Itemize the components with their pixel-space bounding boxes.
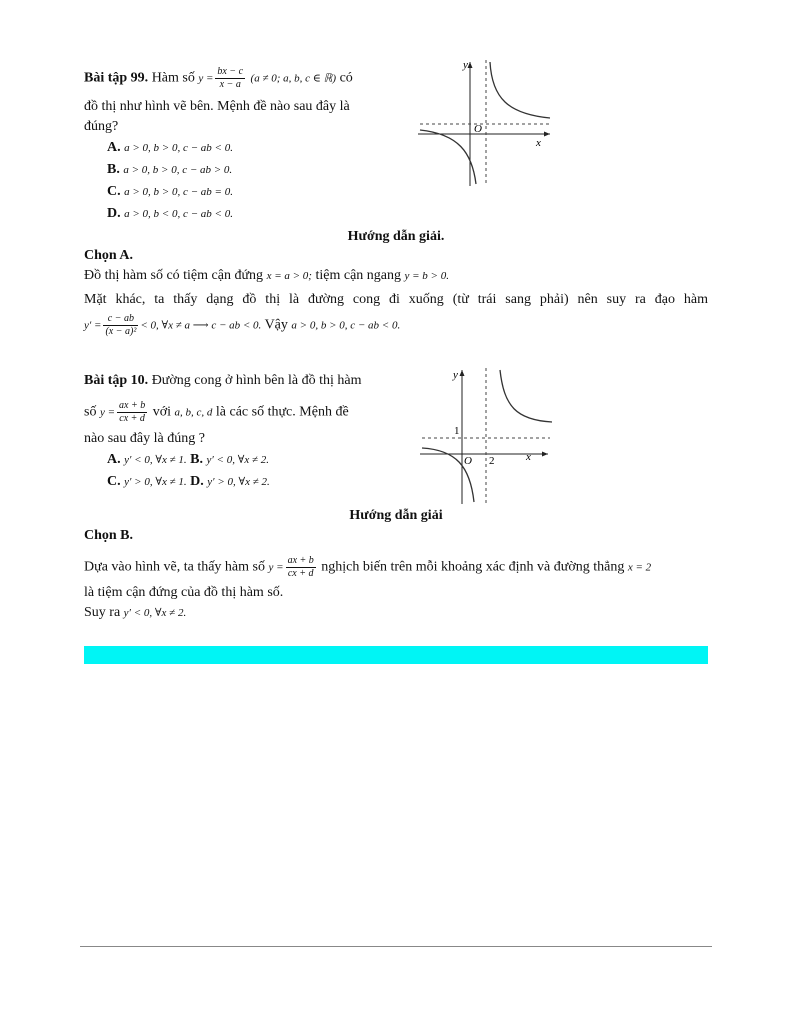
sol-text: Vậy xyxy=(264,317,288,333)
option-text: a > 0, b > 0, c − ab > 0. xyxy=(123,164,233,176)
x-axis-label: x xyxy=(526,451,531,463)
sol-text: Dựa vào hình vẽ, ta thấy hàm số xyxy=(84,559,265,575)
ex10-line3: nào sau đây là đúng ? xyxy=(84,431,205,446)
ex99-func-cond: (a ≠ 0; a, b, c ∈ ℝ) xyxy=(250,72,337,85)
option-text: y′ > 0, ∀x ≠ 1. xyxy=(124,476,187,488)
sol-text: Đồ thị hàm số có tiệm cận đứng xyxy=(84,268,264,283)
option-text: y′ > 0, ∀x ≠ 2. xyxy=(207,476,270,488)
curve-right-branch xyxy=(500,370,552,422)
ex99-title: Bài tập 99. xyxy=(84,70,149,86)
tick-two-label: 2 xyxy=(489,455,495,467)
ex99-intro-end: có xyxy=(339,70,353,86)
ex99-sol-line1 xyxy=(84,267,449,285)
option-text: a > 0, b > 0, c − ab = 0. xyxy=(124,186,233,198)
x-axis-label: x xyxy=(536,137,541,149)
ex99-option-d xyxy=(107,205,233,223)
option-label: A. xyxy=(107,452,121,467)
sol-text: tiệm cận ngang xyxy=(315,268,401,283)
ex99-func-den: x − a xyxy=(219,79,241,90)
option-label: B. xyxy=(190,452,203,467)
ex99-sol-line3 xyxy=(84,313,400,338)
origin-label: O xyxy=(464,455,472,467)
ex10-sol-fraction xyxy=(286,555,316,580)
y-axis-label: y xyxy=(463,59,468,71)
ex99-func-num: bx − c xyxy=(217,66,244,77)
curve-left-branch xyxy=(420,130,476,184)
ex10-graph xyxy=(420,366,554,506)
fraction-num: c − ab xyxy=(103,313,138,326)
option-label: D. xyxy=(107,206,121,221)
curve-right-branch xyxy=(490,62,550,118)
ex10-line2 xyxy=(84,400,349,425)
ex99-line3: đúng? xyxy=(84,119,119,134)
ex99-func-lhs: y = xyxy=(198,72,214,85)
section-divider-bar xyxy=(84,646,708,664)
func-lhs: y = xyxy=(99,406,116,419)
sol-math: a, b, c, d xyxy=(174,406,213,419)
fraction-num: ax + b xyxy=(287,555,314,566)
option-text: a > 0, b < 0, c − ab < 0. xyxy=(124,208,233,220)
sol-text: số xyxy=(84,404,97,420)
ex99-choose: Chọn A. xyxy=(84,248,134,263)
sol-text: Suy ra xyxy=(84,605,121,620)
fraction-den: cx + d xyxy=(119,413,145,424)
ex99-sol-line2: Mặt khác, ta thấy dạng đồ thị là đường cong đi xuống (từ trái sang phải) nên suy ra đạo hàm xyxy=(84,292,708,307)
fraction-num: ax + b xyxy=(119,400,146,411)
sol-text: nghịch biến trên mỗi khoảng xác định và đường thẳng xyxy=(321,559,625,575)
ex10-options-row2 xyxy=(107,473,270,491)
sol-text: với xyxy=(152,404,171,420)
ex10-line1-text: Đường cong ở hình bên là đồ thị hàm xyxy=(151,373,362,388)
origin-label: O xyxy=(474,123,482,135)
ex10-line1 xyxy=(84,372,362,390)
sol-text: là các số thực. Mệnh đề xyxy=(215,404,349,420)
option-text: a > 0, b > 0, c − ab < 0. xyxy=(124,142,233,154)
footer-rule xyxy=(80,946,712,947)
derivative-fraction xyxy=(103,313,138,338)
ex10-sol-line1 xyxy=(84,555,651,580)
sol-math: a > 0, b > 0, c − ab < 0. xyxy=(291,319,401,332)
option-label: D. xyxy=(190,474,204,489)
tick-one-label: 1 xyxy=(454,425,460,437)
option-label: A. xyxy=(107,140,121,155)
ex10-options-row1 xyxy=(107,451,269,469)
ex99-option-a xyxy=(107,139,233,157)
ex10-sol-line2: là tiệm cận đứng của đồ thị hàm số. xyxy=(84,585,284,600)
option-label: C. xyxy=(107,474,121,489)
ex99-option-b xyxy=(107,161,232,179)
sol-math: x = a > 0; xyxy=(266,270,312,282)
derivative-cond: < 0, ∀x ≠ a ⟶ c − ab < 0. xyxy=(140,319,262,332)
ex10-func-fraction xyxy=(117,400,147,425)
ex99-line1 xyxy=(84,66,353,91)
ex99-intro: Hàm số xyxy=(151,70,195,86)
option-label: B. xyxy=(107,162,120,177)
ex10-choose: Chọn B. xyxy=(84,528,134,543)
derivative-lhs: y′ = xyxy=(84,319,102,332)
ex99-func-fraction xyxy=(215,66,245,91)
func-lhs: y = xyxy=(268,561,284,574)
sol-math: y = b > 0. xyxy=(404,270,449,282)
fraction-den: cx + d xyxy=(287,568,314,579)
ex99-line2: đồ thị như hình vẽ bên. Mệnh đề nào sau đây là xyxy=(84,99,350,114)
option-text: y′ < 0, ∀x ≠ 2. xyxy=(206,454,270,466)
sol-math: y′ < 0, ∀x ≠ 2. xyxy=(123,607,187,619)
ex10-sol-line3 xyxy=(84,604,186,622)
y-axis-label: y xyxy=(453,369,458,381)
ex10-guide-title: Hướng dẫn giải xyxy=(349,508,443,523)
ex99-graph xyxy=(418,58,552,188)
sol-math: x = 2 xyxy=(627,561,652,574)
ex99-guide-title: Hướng dẫn giải. xyxy=(347,229,445,244)
fraction-den: (x − a)² xyxy=(105,326,137,337)
ex99-option-c xyxy=(107,183,233,201)
ex10-title: Bài tập 10. xyxy=(84,373,149,388)
option-text: y′ < 0, ∀x ≠ 1. xyxy=(124,454,187,466)
option-label: C. xyxy=(107,184,121,199)
